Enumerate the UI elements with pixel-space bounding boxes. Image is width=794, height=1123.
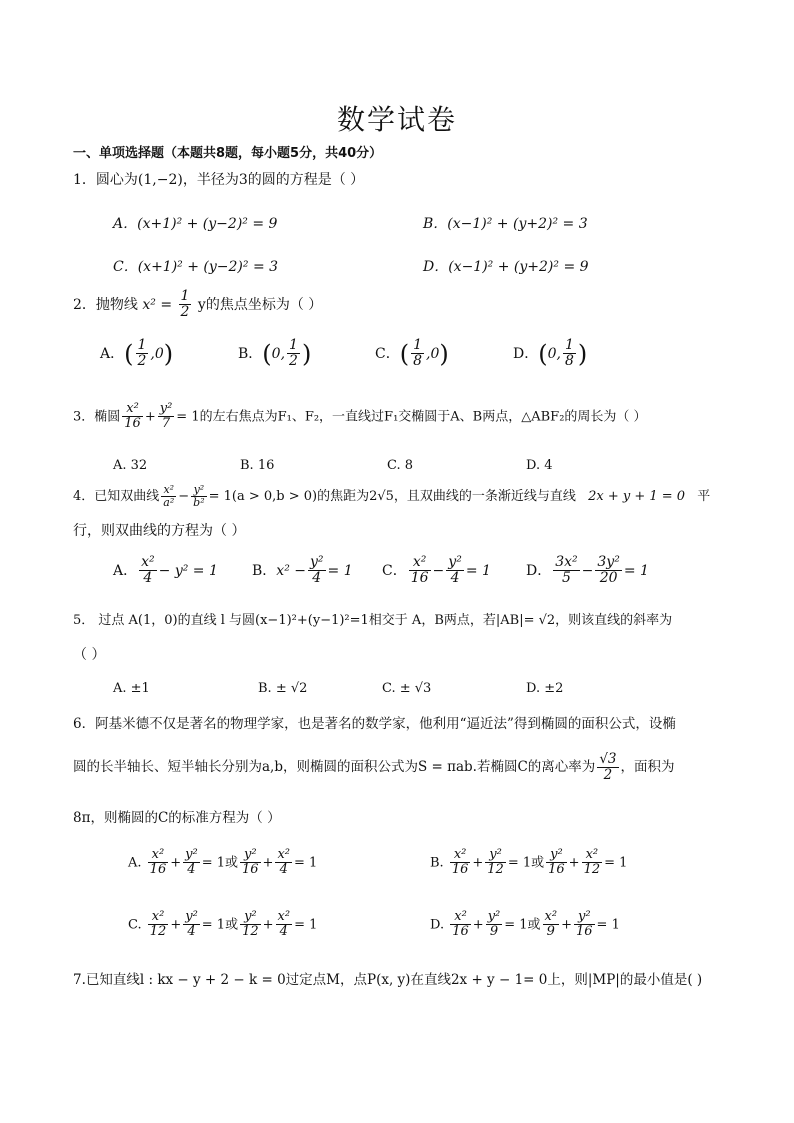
question-4-stem-line2: 行，则双曲线的方程为（ ） (73, 523, 246, 539)
frac-den: 16 (548, 862, 565, 878)
question-5-stem-line2: （ ） (73, 647, 106, 663)
plus-sign: + (170, 917, 182, 933)
frac-den: 4 (187, 862, 196, 878)
frac-num: x² (409, 555, 431, 571)
frac-den: 16 (124, 416, 141, 432)
frac-den: b² (193, 496, 205, 510)
opt-label: B． (252, 562, 277, 579)
opt-label: D． (526, 562, 552, 579)
or-text: = 1或 (507, 855, 545, 871)
plus-sign: + (170, 855, 182, 871)
question-1-option-b: B．(x−1)² + (y+2)² = 3 (423, 216, 588, 232)
frac-den: 16 (451, 862, 469, 878)
frac-num: x² (141, 554, 155, 570)
frac-num: 1 (413, 337, 423, 353)
plus-sign: + (568, 855, 580, 871)
frac-den: 16 (149, 862, 167, 878)
frac-num: x² (277, 909, 291, 924)
q2-stem-frac (179, 289, 192, 321)
opt-label: B． (238, 345, 263, 362)
frac-num: x² (450, 848, 471, 863)
eq-end: = 1 (294, 917, 318, 933)
frac-den: 4 (450, 570, 460, 587)
question-4-option-d (526, 555, 649, 587)
frac-num: 1 (564, 337, 574, 353)
question-6-line1: 6．阿基米德不仅是著名的物理学家，也是著名的数学家，他利用“逼近法”得到椭圆的面积公式，设椭 (73, 716, 676, 732)
question-2-option-c: C．( $\frac{1}{8}$ ,0) (375, 337, 449, 370)
question-6-line2 (73, 752, 773, 783)
q6-line2-post: ，面积为 (620, 758, 675, 775)
frac-num: y² (240, 910, 261, 925)
opt-tail: − y² = 1 (158, 562, 218, 579)
q2-stem-math: x² = (142, 296, 173, 313)
opt-head: 0, (271, 345, 286, 362)
q3-stem-pre: 3．椭圆 (73, 409, 121, 425)
opt-label: C． (375, 345, 400, 362)
q4-line-equation: 2x + y + 1 = 0 (588, 489, 686, 505)
frac-den: 2 (137, 353, 147, 370)
frac-den: 9 (489, 924, 499, 940)
frac-den: 4 (143, 570, 153, 587)
opt-tail: = 1 (465, 562, 491, 579)
opt-label: B. (430, 855, 444, 871)
question-4-option-a (113, 555, 218, 587)
question-2-option-b: B．(0, $\frac{1}{2}$ ) (238, 337, 312, 370)
q4-stem-mid: = 1(a > 0,b > 0)的焦距为2√5，且双曲线的一条渐近线与直线 (208, 489, 576, 505)
question-2-option-d: D．(0, $\frac{1}{8}$ ) (513, 337, 588, 370)
frac-den: 12 (583, 862, 601, 878)
q3-stem-post: = 1的左右焦点为F₁、F₂，一直线过F₁交椭圆于A、B两点，△ABF₂的周长为（ ） (176, 409, 647, 425)
question-4-option-c (382, 555, 491, 587)
frac-den: 12 (242, 924, 259, 940)
frac-num: x² (450, 910, 471, 925)
question-4-stem (73, 484, 753, 509)
or-text: = 1或 (201, 917, 239, 933)
frac-num: y² (487, 909, 501, 924)
q4-stem-pre: 4．已知双曲线 (73, 489, 160, 505)
question-4-option-b (252, 555, 353, 587)
page-title: 数学试卷 (336, 103, 457, 136)
frac-den: 16 (241, 862, 259, 878)
frac-num: y² (185, 909, 198, 924)
frac-num: y² (240, 848, 261, 863)
opt-tail: ,0 (426, 345, 440, 362)
frac-num: 1 (137, 337, 147, 353)
question-6-line3: 8π，则椭圆的C的标准方程为（ ） (73, 810, 281, 826)
plus-sign: + (561, 917, 572, 933)
question-5-option-a: A. ±1 (113, 681, 150, 696)
question-3-option-a: A. 32 (113, 458, 148, 473)
frac-num: y² (574, 910, 595, 925)
frac-den: 2 (289, 353, 298, 370)
question-6-option-d (430, 910, 620, 940)
opt-label: D. (430, 917, 445, 933)
opt-head: x² − (276, 562, 306, 579)
frac-num: x² (582, 848, 603, 863)
section-heading: 一、单项选择题（本题共8题，每小题5分，共40分） (73, 146, 383, 161)
question-5-option-d: D. ±2 (526, 681, 564, 696)
opt-label: C． (382, 562, 407, 579)
q6-line2-pre: 圆的长半轴长、短半轴长分别为a,b，则椭圆的面积公式为S = πab.若椭圆C的离心率为 (73, 758, 596, 775)
frac-den: 12 (487, 862, 504, 878)
frac-den: a² (163, 496, 175, 510)
question-6-option-c (128, 910, 317, 940)
question-3-option-b: B. 16 (240, 458, 275, 473)
question-2-stem (73, 289, 322, 321)
plus-sign: + (262, 917, 274, 933)
opt-label: D． (513, 345, 539, 362)
eq-end: = 1 (604, 855, 628, 871)
question-6-option-a (128, 848, 317, 878)
frac-den: 4 (279, 924, 288, 940)
frac-den: 7 (161, 416, 171, 432)
frac-num: y² (310, 554, 324, 570)
frac-num: y² (185, 847, 198, 862)
question-1-option-a: A．(x+1)² + (y−2)² = 9 (113, 216, 278, 232)
frac-den: 12 (149, 924, 167, 940)
frac-den: 4 (312, 570, 322, 587)
minus-sign: − (432, 562, 445, 579)
opt-label: A． (100, 345, 125, 362)
eq-end: = 1 (293, 855, 318, 871)
frac-den: 8 (564, 353, 574, 370)
frac-den: 4 (187, 924, 196, 940)
question-3-option-c: C. 8 (387, 458, 414, 473)
frac-num: 3x² (555, 554, 578, 570)
opt-tail: ,0 (150, 345, 164, 362)
frac-num: x² (148, 910, 169, 925)
opt-label: A. (128, 855, 142, 871)
frac-den: 16 (410, 570, 429, 587)
minus-sign: − (581, 562, 594, 579)
frac-num: x² (122, 402, 143, 417)
opt-label: A． (113, 562, 138, 579)
frac-num: y² (546, 848, 567, 863)
frac-den: 2 (180, 304, 190, 321)
frac-num: 1 (289, 337, 298, 353)
question-5-stem: 5． 过点 A(1，0)的直线 l 与圆(x−1)²+(y−1)²=1相交于 A，B两点，若|AB|= √2，则该直线的斜率为 (73, 613, 673, 628)
question-1-option-c: C．(x+1)² + (y−2)² = 3 (113, 259, 279, 275)
opt-tail: = 1 (327, 562, 353, 579)
frac-den: 16 (576, 924, 593, 940)
frac-den: 2 (603, 766, 613, 783)
plus-sign: + (472, 855, 484, 871)
or-text: = 1或 (504, 917, 541, 933)
frac-num: x² (544, 909, 558, 924)
question-3-option-d: D. 4 (526, 458, 553, 473)
frac-num: x² (148, 848, 169, 863)
question-1-option-d: D．(x−1)² + (y+2)² = 9 (423, 259, 589, 275)
frac-num: 1 (180, 288, 190, 304)
frac-den: 8 (413, 353, 423, 370)
frac-den: 9 (546, 924, 555, 940)
plus-sign: + (144, 409, 156, 425)
question-7-stem: 7.已知直线l : kx − y + 2 − k = 0过定点M，点P(x, y)在直线2x + y − 1= 0上，则|MP|的最小值是( ) (73, 972, 703, 988)
q2-stem-pre: 2．抛物线 (73, 296, 138, 313)
minus-sign: − (178, 489, 190, 505)
frac-den: 16 (452, 924, 469, 940)
frac-num: 3y² (597, 554, 620, 570)
opt-label: C. (128, 917, 142, 933)
q4-stem-tail: 平 (697, 489, 711, 505)
plus-sign: + (472, 917, 484, 933)
frac-den: 5 (561, 570, 571, 587)
frac-den: 20 (599, 570, 618, 587)
frac-num: x² (161, 484, 176, 497)
opt-tail: = 1 (623, 562, 649, 579)
question-2-option-a: A．( $\frac{1}{2}$ ,0) (100, 337, 174, 370)
frac-num: y² (191, 484, 206, 497)
question-3-stem (73, 402, 753, 432)
frac-num: √3 (599, 751, 617, 767)
question-6-option-b (430, 848, 627, 878)
question-1-stem: 1．圆心为(1,−2)，半径为3的圆的方程是（ ） (73, 172, 365, 188)
frac-num: y² (159, 401, 173, 416)
frac-den: 4 (279, 862, 288, 878)
eq-end: = 1 (596, 917, 620, 933)
question-5-option-b: B. ± √2 (258, 681, 308, 696)
plus-sign: + (262, 855, 274, 871)
frac-num: x² (277, 847, 290, 862)
frac-num: y² (448, 554, 462, 570)
opt-head: 0, (547, 345, 561, 362)
or-text: = 1或 (201, 855, 238, 871)
question-5-option-c: C. ± √3 (382, 681, 432, 696)
frac-num: y² (485, 848, 506, 863)
q2-stem-post: y的焦点坐标为（ ） (197, 296, 323, 313)
